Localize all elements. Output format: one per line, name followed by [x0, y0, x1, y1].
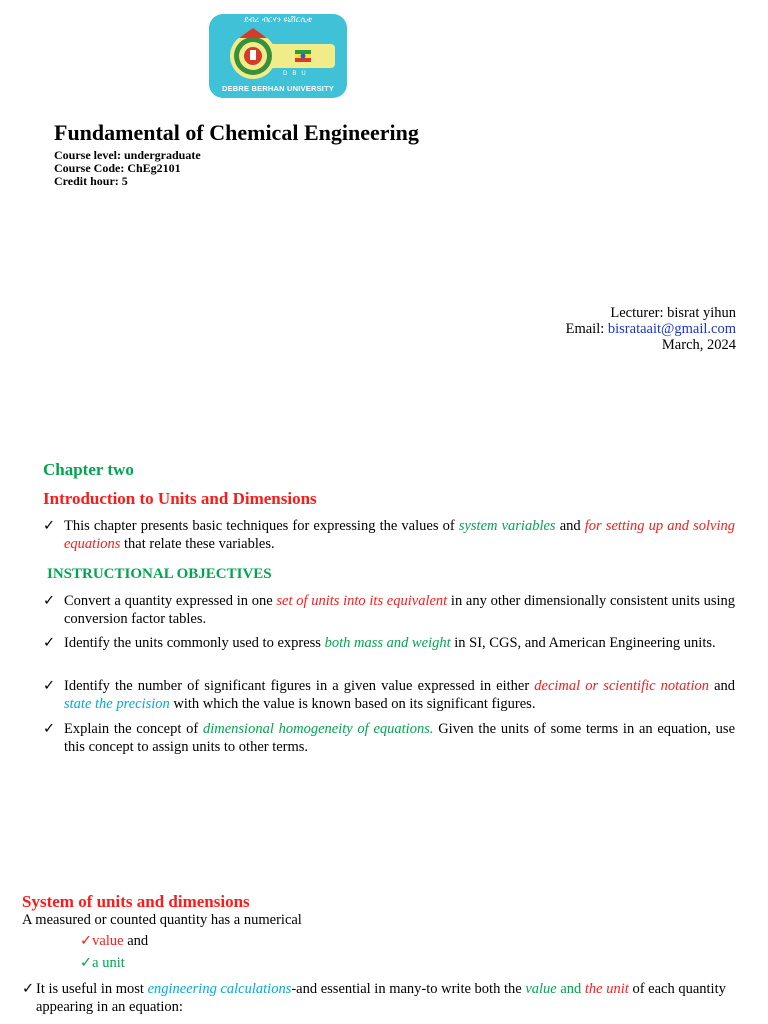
university-logo	[209, 14, 347, 98]
check-icon: ✓	[22, 981, 35, 997]
chapter-title: Introduction to Units and Dimensions	[43, 489, 317, 508]
units-note-bullet	[22, 980, 735, 1016]
check-icon: ✓	[43, 721, 56, 737]
sub-bullet-unit: ✓a unit	[80, 955, 125, 971]
email-label: Email:	[565, 321, 608, 337]
section-heading: System of units and dimensions	[22, 892, 250, 911]
check-icon: ✓	[43, 635, 56, 651]
check-icon: ✓	[43, 518, 56, 534]
objective-item	[43, 720, 735, 756]
document-date: March, 2024	[661, 337, 736, 353]
course-code: Course Code: ChEg2101	[54, 161, 181, 175]
objective-item	[43, 634, 735, 652]
logo-amharic-text: ደብረ ብርሃን ዩኒቨርሲቲ	[243, 15, 313, 24]
objective-item	[43, 677, 735, 713]
objective-text: Convert a quantity expressed in one set of units into its equivalent in any other dimensionally consistent units using conversion factor tables.	[64, 593, 736, 627]
lecturer-name: Lecturer: bisrat yihun	[610, 305, 736, 321]
sub-bullet-value: ✓value and	[80, 933, 149, 949]
objective-item	[43, 592, 735, 628]
section-intro-line: A measured or counted quantity has a numerical	[22, 912, 302, 928]
email-link[interactable]: bisrataait@gmail.com	[607, 321, 736, 337]
objective-text: Identify the units commonly used to express both mass and weight in SI, CGS, and American Engineering units.	[64, 635, 716, 651]
objective-text: Explain the concept of dimensional homogeneity of equations. Given the units of some terms in an equation, use this concept to assign units to other terms.	[64, 721, 736, 755]
objectives-heading: INSTRUCTIONAL OBJECTIVES	[47, 566, 272, 582]
lecturer-email-line	[566, 321, 736, 338]
check-icon: ✓	[43, 593, 56, 609]
chapter-label: Chapter two	[43, 460, 134, 479]
objective-text: Identify the number of significant figures in a given value expressed in either decimal or scientific notation and state the precision with which the value is known based on its significant figures.	[64, 678, 735, 712]
check-icon: ✓	[43, 678, 56, 694]
chapter-intro-text: This chapter presents basic techniques for expressing the values of system variables and for setting up and solving equations that relate these variables.	[64, 518, 736, 552]
credit-hour: Credit hour: 5	[54, 174, 128, 188]
logo-university-name: DEBRE BERHAN UNIVERSITY	[221, 84, 335, 93]
course-level: Course level: undergraduate	[54, 148, 201, 162]
chapter-intro-bullet	[43, 517, 735, 553]
logo-letters: DBU	[283, 71, 311, 77]
check-icon: ✓	[80, 955, 93, 971]
units-note-text: It is useful in most engineering calculations-and essential in many-to write both the value and the unit of each quantity appearing in an equation:	[36, 981, 726, 1015]
check-icon: ✓	[80, 933, 93, 949]
document-title: Fundamental of Chemical Engineering	[54, 120, 419, 145]
